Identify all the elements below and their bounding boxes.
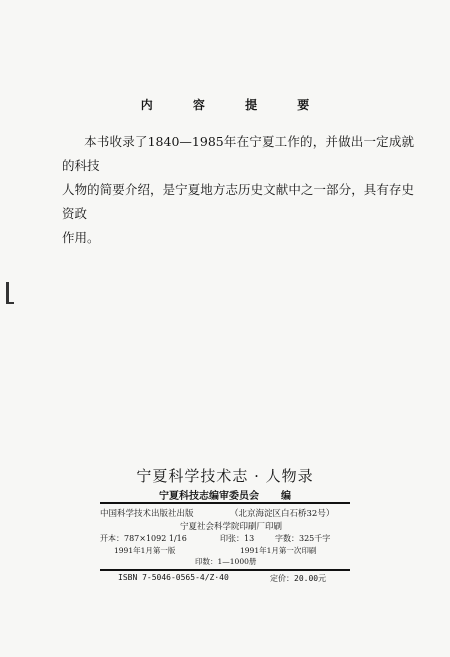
summary-line-3: 作用。 bbox=[62, 230, 100, 245]
format: 开本：787×1092 1/16 bbox=[100, 534, 187, 543]
editor-suffix: 编 bbox=[281, 491, 291, 502]
publisher-address: （北京海淀区白石桥32号） bbox=[230, 509, 335, 519]
first-edition: 1991年1月第一版 bbox=[114, 546, 176, 555]
print-run-row bbox=[100, 556, 350, 568]
summary-body bbox=[62, 130, 414, 250]
printer-row bbox=[100, 520, 350, 532]
isbn-row bbox=[118, 573, 348, 585]
word-count: 字数：325千字 bbox=[275, 534, 331, 543]
printer: 宁夏社会科学院印刷厂印刷 bbox=[180, 522, 283, 532]
summary-line-2: 人物的简要介绍，是宁夏地方志历史文献中之一部分，具有存史资政 bbox=[62, 182, 414, 221]
print-run: 印数：1—1000册 bbox=[195, 557, 257, 566]
first-printing: 1991年1月第一次印刷 bbox=[240, 546, 317, 555]
page-edge-tick bbox=[6, 302, 14, 304]
publisher: 中国科学技术出版社出版 bbox=[100, 509, 194, 519]
isbn: ISBN 7-5046-0565-4/Z·40 bbox=[118, 573, 229, 582]
format-row bbox=[100, 533, 350, 545]
publisher-row bbox=[100, 507, 350, 519]
colophon-box bbox=[100, 502, 350, 571]
editor-line bbox=[0, 487, 450, 502]
summary-heading: 内 容 提 要 bbox=[140, 98, 328, 112]
book-title: 宁夏科学技术志 · 人物录 bbox=[136, 467, 314, 485]
summary-line-1: 本书收录了1840—1985年在宁夏工作的，并做出一定成就的科技 bbox=[62, 134, 414, 173]
sheets: 印张：13 bbox=[220, 534, 255, 543]
page-edge-mark bbox=[6, 282, 9, 304]
price: 定价：20.00元 bbox=[270, 574, 327, 583]
editor-name: 宁夏科技志编审委员会 bbox=[159, 491, 259, 502]
